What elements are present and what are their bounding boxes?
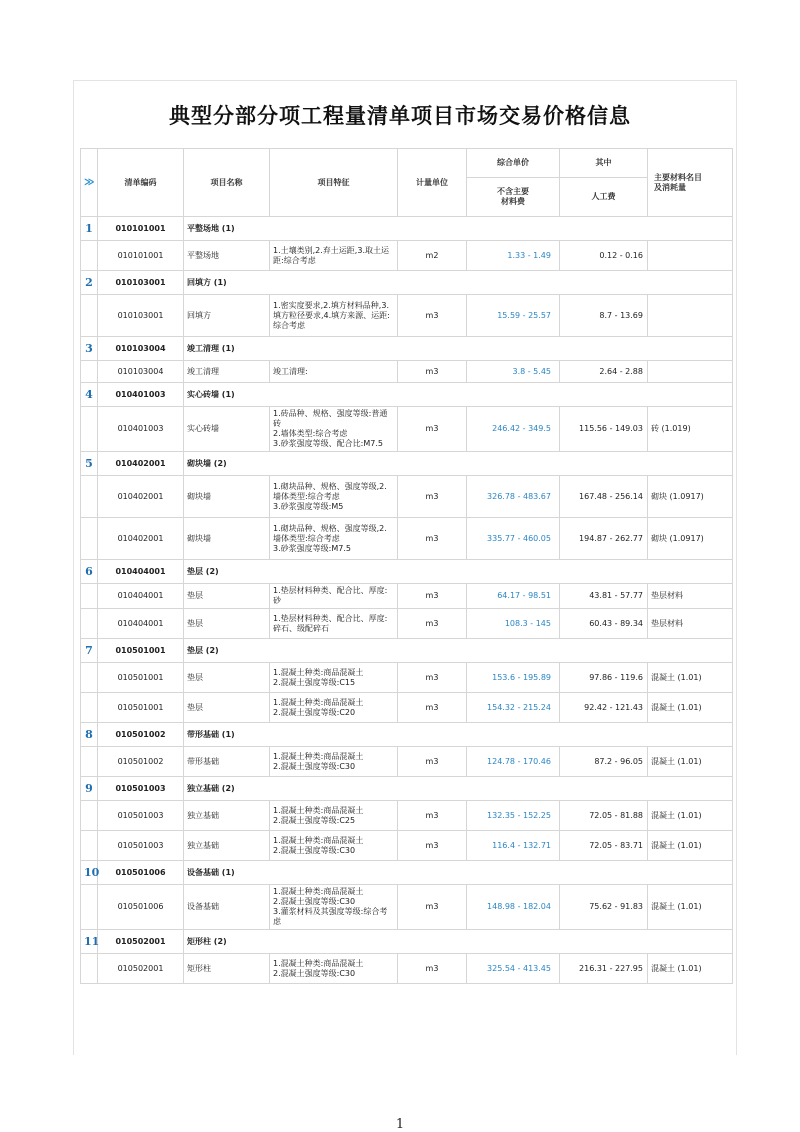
group-index: 2: [81, 271, 98, 295]
item-labor: 75.62 - 91.83: [560, 885, 648, 930]
group-code: 010103001: [98, 271, 184, 295]
item-price[interactable]: 3.8 - 5.45: [467, 361, 560, 383]
row-spacer: [81, 407, 98, 452]
price-table: [80, 148, 733, 984]
item-unit: m3: [398, 584, 467, 609]
row-spacer: [81, 295, 98, 337]
item-code: 010103004: [98, 361, 184, 383]
group-row[interactable]: [81, 861, 733, 885]
item-labor: 167.48 - 256.14: [560, 476, 648, 518]
item-price[interactable]: 116.4 - 132.71: [467, 831, 560, 861]
item-code: 010404001: [98, 584, 184, 609]
header-main-material: 主要材料名目 及消耗量: [648, 149, 733, 217]
header-composite-price: 综合单价: [467, 149, 560, 178]
item-unit: m3: [398, 518, 467, 560]
group-row[interactable]: [81, 930, 733, 954]
group-index: 5: [81, 452, 98, 476]
row-spacer: [81, 885, 98, 930]
table-row: [81, 407, 733, 452]
item-features: 1.混凝土种类:商品混凝土 2.混凝土强度等级:C20: [270, 693, 398, 723]
row-spacer: [81, 584, 98, 609]
header-excl-main-material: 不含主要 材料费: [467, 178, 560, 217]
item-unit: m3: [398, 747, 467, 777]
item-features: 1.垫层材料种类、配合比、厚度:砂: [270, 584, 398, 609]
table-row: [81, 361, 733, 383]
item-unit: m3: [398, 801, 467, 831]
item-features: 1.混凝土种类:商品混凝土 2.混凝土强度等级:C30 3.灌浆材料及其强度等级:综合考虑: [270, 885, 398, 930]
item-code: 010501001: [98, 693, 184, 723]
item-code: 010402001: [98, 518, 184, 560]
item-features: 1.混凝土种类:商品混凝土 2.混凝土强度等级:C30: [270, 954, 398, 984]
item-price[interactable]: 325.54 - 413.45: [467, 954, 560, 984]
row-spacer: [81, 241, 98, 271]
expand-all-button[interactable]: [81, 149, 98, 217]
item-material: 混凝土 (1.01): [648, 801, 733, 831]
group-code: 010402001: [98, 452, 184, 476]
item-features: 1.砌块品种、规格、强度等级,2.墙体类型:综合考虑 3.砂浆强度等级:M7.5: [270, 518, 398, 560]
item-material: 砌块 (1.0917): [648, 476, 733, 518]
item-labor: 97.86 - 119.6: [560, 663, 648, 693]
item-price[interactable]: 148.98 - 182.04: [467, 885, 560, 930]
group-name: 垫层 (2): [184, 560, 733, 584]
item-code: 010101001: [98, 241, 184, 271]
row-spacer: [81, 801, 98, 831]
item-code: 010501001: [98, 663, 184, 693]
item-unit: m3: [398, 295, 467, 337]
item-code: 010103001: [98, 295, 184, 337]
group-row[interactable]: [81, 337, 733, 361]
item-price[interactable]: 124.78 - 170.46: [467, 747, 560, 777]
group-row[interactable]: [81, 217, 733, 241]
item-material: 混凝土 (1.01): [648, 663, 733, 693]
row-spacer: [81, 954, 98, 984]
group-code: 010501001: [98, 639, 184, 663]
item-material: 混凝土 (1.01): [648, 831, 733, 861]
table-row: [81, 885, 733, 930]
item-name: 实心砖墙: [184, 407, 270, 452]
group-code: 010401003: [98, 383, 184, 407]
group-index: 3: [81, 337, 98, 361]
item-labor: 2.64 - 2.88: [560, 361, 648, 383]
item-unit: m3: [398, 476, 467, 518]
group-name: 实心砖墙 (1): [184, 383, 733, 407]
table-row: [81, 747, 733, 777]
item-unit: m3: [398, 407, 467, 452]
item-features: 1.垫层材料种类、配合比、厚度:碎石、级配碎石: [270, 609, 398, 639]
item-price[interactable]: 153.6 - 195.89: [467, 663, 560, 693]
item-material: [648, 361, 733, 383]
header-name: 项目名称: [184, 149, 270, 217]
header-labor: 人工费: [560, 178, 648, 217]
item-unit: m3: [398, 609, 467, 639]
group-code: 010501003: [98, 777, 184, 801]
item-labor: 0.12 - 0.16: [560, 241, 648, 271]
item-name: 垫层: [184, 609, 270, 639]
group-row[interactable]: [81, 271, 733, 295]
group-index: 4: [81, 383, 98, 407]
table-row: [81, 663, 733, 693]
row-spacer: [81, 693, 98, 723]
item-material: [648, 241, 733, 271]
group-index: 6: [81, 560, 98, 584]
item-features: 1.砌块品种、规格、强度等级,2.墙体类型:综合考虑 3.砂浆强度等级:M5: [270, 476, 398, 518]
row-spacer: [81, 518, 98, 560]
group-code: 010101001: [98, 217, 184, 241]
group-row[interactable]: [81, 452, 733, 476]
group-code: 010501002: [98, 723, 184, 747]
item-features: 1.混凝土种类:商品混凝土 2.混凝土强度等级:C25: [270, 801, 398, 831]
item-name: 垫层: [184, 584, 270, 609]
item-unit: m3: [398, 663, 467, 693]
group-index: 1: [81, 217, 98, 241]
item-name: 竣工清理: [184, 361, 270, 383]
item-price[interactable]: 108.3 - 145: [467, 609, 560, 639]
item-name: 平整场地: [184, 241, 270, 271]
item-material: 混凝土 (1.01): [648, 693, 733, 723]
group-row[interactable]: [81, 639, 733, 663]
group-name: 垫层 (2): [184, 639, 733, 663]
item-labor: 72.05 - 81.88: [560, 801, 648, 831]
table-row: [81, 693, 733, 723]
group-index: 11: [81, 930, 98, 954]
item-unit: m3: [398, 954, 467, 984]
header-features: 项目特征: [270, 149, 398, 217]
row-spacer: [81, 831, 98, 861]
item-name: 独立基础: [184, 801, 270, 831]
double-chevron-down-icon: ≫: [84, 176, 95, 188]
item-code: 010501003: [98, 801, 184, 831]
item-price[interactable]: 154.32 - 215.24: [467, 693, 560, 723]
item-unit: m3: [398, 361, 467, 383]
item-labor: 43.81 - 57.77: [560, 584, 648, 609]
group-code: 010501006: [98, 861, 184, 885]
item-price[interactable]: 326.78 - 483.67: [467, 476, 560, 518]
item-price[interactable]: 64.17 - 98.51: [467, 584, 560, 609]
item-price[interactable]: 15.59 - 25.57: [467, 295, 560, 337]
item-labor: 115.56 - 149.03: [560, 407, 648, 452]
item-labor: 60.43 - 89.34: [560, 609, 648, 639]
item-unit: m2: [398, 241, 467, 271]
group-name: 独立基础 (2): [184, 777, 733, 801]
item-features: 1.混凝土种类:商品混凝土 2.混凝土强度等级:C15: [270, 663, 398, 693]
table-row: [81, 954, 733, 984]
item-material: 砖 (1.019): [648, 407, 733, 452]
row-spacer: [81, 476, 98, 518]
item-code: 010501002: [98, 747, 184, 777]
table-row: [81, 476, 733, 518]
item-code: 010501006: [98, 885, 184, 930]
group-name: 回填方 (1): [184, 271, 733, 295]
item-price[interactable]: 132.35 - 152.25: [467, 801, 560, 831]
item-material: 砌块 (1.0917): [648, 518, 733, 560]
group-name: 竣工清理 (1): [184, 337, 733, 361]
item-features: 1.混凝土种类:商品混凝土 2.混凝土强度等级:C30: [270, 831, 398, 861]
group-name: 带形基础 (1): [184, 723, 733, 747]
table-row: [81, 609, 733, 639]
group-name: 矩形柱 (2): [184, 930, 733, 954]
row-spacer: [81, 609, 98, 639]
item-labor: 194.87 - 262.77: [560, 518, 648, 560]
item-unit: m3: [398, 693, 467, 723]
group-row[interactable]: [81, 723, 733, 747]
item-code: 010402001: [98, 476, 184, 518]
group-index: 10: [81, 861, 98, 885]
item-labor: 72.05 - 83.71: [560, 831, 648, 861]
item-unit: m3: [398, 885, 467, 930]
header-of-which: 其中: [560, 149, 648, 178]
item-features: 1.混凝土种类:商品混凝土 2.混凝土强度等级:C30: [270, 747, 398, 777]
group-name: 平整场地 (1): [184, 217, 733, 241]
group-row[interactable]: [81, 560, 733, 584]
item-labor: 8.7 - 13.69: [560, 295, 648, 337]
item-name: 垫层: [184, 693, 270, 723]
item-name: 带形基础: [184, 747, 270, 777]
group-code: 010502001: [98, 930, 184, 954]
row-spacer: [81, 747, 98, 777]
item-code: 010401003: [98, 407, 184, 452]
group-index: 8: [81, 723, 98, 747]
item-material: 混凝土 (1.01): [648, 747, 733, 777]
table-row: [81, 241, 733, 271]
table-row: [81, 584, 733, 609]
item-material: 混凝土 (1.01): [648, 885, 733, 930]
group-name: 设备基础 (1): [184, 861, 733, 885]
item-features: 1.土壤类别,2.弃土运距,3.取土运距:综合考虑: [270, 241, 398, 271]
item-name: 回填方: [184, 295, 270, 337]
page-title: 典型分部分项工程量清单项目市场交易价格信息: [169, 104, 631, 128]
header-unit: 计量单位: [398, 149, 467, 217]
group-code: 010404001: [98, 560, 184, 584]
item-labor: 87.2 - 96.05: [560, 747, 648, 777]
group-row[interactable]: [81, 383, 733, 407]
item-unit: m3: [398, 831, 467, 861]
table-row: [81, 518, 733, 560]
item-code: 010404001: [98, 609, 184, 639]
table-row: [81, 831, 733, 861]
item-material: 混凝土 (1.01): [648, 954, 733, 984]
item-name: 砌块墙: [184, 518, 270, 560]
item-name: 设备基础: [184, 885, 270, 930]
item-price[interactable]: 1.33 - 1.49: [467, 241, 560, 271]
item-features: 竣工清理:: [270, 361, 398, 383]
row-spacer: [81, 361, 98, 383]
item-price[interactable]: 335.77 - 460.05: [467, 518, 560, 560]
table-row: [81, 801, 733, 831]
item-code: 010502001: [98, 954, 184, 984]
item-name: 独立基础: [184, 831, 270, 861]
group-index: 9: [81, 777, 98, 801]
item-features: 1.密实度要求,2.填方材料品种,3.填方粒径要求,4.填方来源、运距:综合考虑: [270, 295, 398, 337]
item-material: [648, 295, 733, 337]
item-name: 垫层: [184, 663, 270, 693]
item-labor: 92.42 - 121.43: [560, 693, 648, 723]
group-code: 010103004: [98, 337, 184, 361]
item-code: 010501003: [98, 831, 184, 861]
item-labor: 216.31 - 227.95: [560, 954, 648, 984]
item-name: 砌块墙: [184, 476, 270, 518]
item-material: 垫层材料: [648, 609, 733, 639]
item-features: 1.砖品种、规格、强度等级:普通砖 2.墙体类型:综合考虑 3.砂浆强度等级、配合比:M7.5: [270, 407, 398, 452]
group-index: 7: [81, 639, 98, 663]
group-name: 砌块墙 (2): [184, 452, 733, 476]
group-row[interactable]: [81, 777, 733, 801]
header-code: 清单编码: [98, 149, 184, 217]
table-row: [81, 295, 733, 337]
page-number: 1: [395, 1117, 405, 1132]
item-name: 矩形柱: [184, 954, 270, 984]
item-material: 垫层材料: [648, 584, 733, 609]
table-body: [81, 217, 733, 984]
row-spacer: [81, 663, 98, 693]
item-price[interactable]: 246.42 - 349.5: [467, 407, 560, 452]
